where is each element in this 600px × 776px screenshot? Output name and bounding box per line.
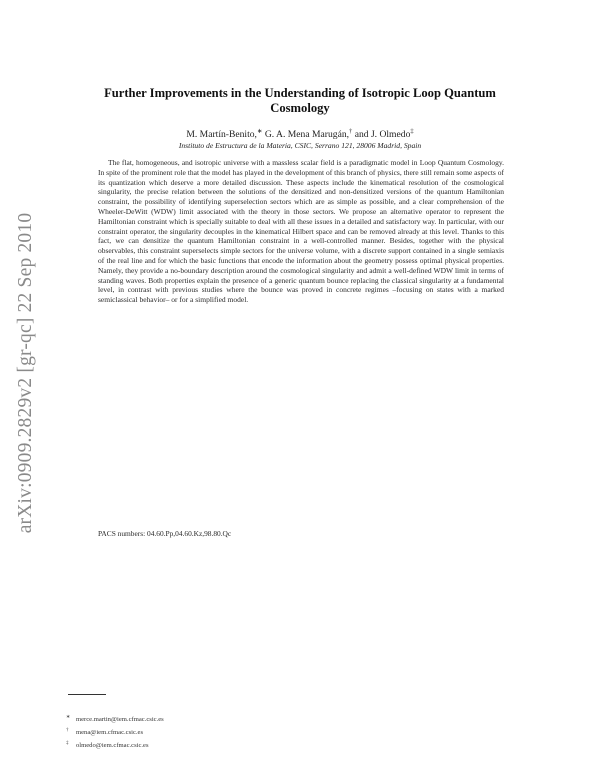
author-mark: ‡ bbox=[410, 128, 414, 135]
footnote-mark: ∗ bbox=[66, 715, 71, 720]
paper-title: Further Improvements in the Understanding of Isotropic Loop Quantum Cosmology bbox=[104, 86, 496, 115]
author-name: M. Martín-Benito, bbox=[186, 129, 257, 141]
pacs-numbers: PACS numbers: 04.60.Pp,04.60.Kz,98.80.Qc bbox=[98, 529, 232, 538]
author-mark: ∗ bbox=[256, 128, 263, 135]
footnote-item bbox=[66, 712, 366, 725]
author-mark: † bbox=[349, 128, 353, 135]
footnote-email: merce.martin@iem.cfmac.csic.es bbox=[76, 716, 164, 724]
footnote-email: mena@iem.cfmac.csic.es bbox=[76, 729, 144, 737]
author-list bbox=[60, 127, 540, 140]
footnote-email: olmedo@iem.cfmac.csic.es bbox=[76, 742, 149, 750]
author-name: and J. Olmedo bbox=[354, 129, 411, 141]
footnote-item bbox=[66, 738, 366, 751]
affiliation: Instituto de Estructura de la Materia, CSIC, Serrano 121, 28006 Madrid, Spain bbox=[178, 141, 422, 150]
footnote-mark: ‡ bbox=[66, 741, 69, 747]
arxiv-stamp bbox=[6, 195, 46, 550]
footnote-mark: † bbox=[66, 728, 69, 734]
author-name: G. A. Mena Marugán, bbox=[264, 129, 350, 141]
arxiv-id: arXiv:0909.2829v2 [gr-qc] 22 Sep 2010 bbox=[15, 212, 36, 533]
footnotes bbox=[66, 712, 366, 752]
footnote-rule bbox=[68, 694, 106, 695]
abstract: The flat, homogeneous, and isotropic universe with a massless scalar field is a paradigmatic model in Loop Quantum Cosmology. In spite of the prominent role that the model has played in the development of this branch of physics, there still remain some aspects of its quantization which deserve a more detailed discussion. These aspects include the kinematical resolution of the cosmological singularity, the precise relation between the solutions of the densitized and non-densitized versions of the quantum Hamiltonian constraint, the possibility of identifying superselection sectors which are as simple as possible, and a clear comprehension of the Wheeler-DeWitt (WDW) limit associated with the theory in those sectors. We propose an alternative operator to represent the Hamiltonian constraint which is specially suitable to deal with all these issues in a detailed and satisfactory way. In particular, with our constraint operator, the singularity decouples in the kinematical Hilbert space and can be removed already at this level. Thanks to this fact, we can densitize the quantum Hamiltonian constraint in a well-controlled manner. Besides, together with the physical observables, this constraint superselects simple sectors for the universe volume, with a discrete support contained in a single semiaxis of the real line and for which the basic functions that encode the information about the geometry possess optimal physical properties. Namely, they provide a no-boundary description around the cosmological singularity and admit a well-defined WDW limit in terms of standing waves. Both properties explain the presence of a generic quantum bounce replacing the classical singularity at a fundamental level, in contrast with previous studies where the bounce was proved in concrete regimes –focusing on states with a marked semiclassical behavior– or for a simplified model. bbox=[98, 158, 504, 305]
footnote-item bbox=[66, 725, 366, 738]
